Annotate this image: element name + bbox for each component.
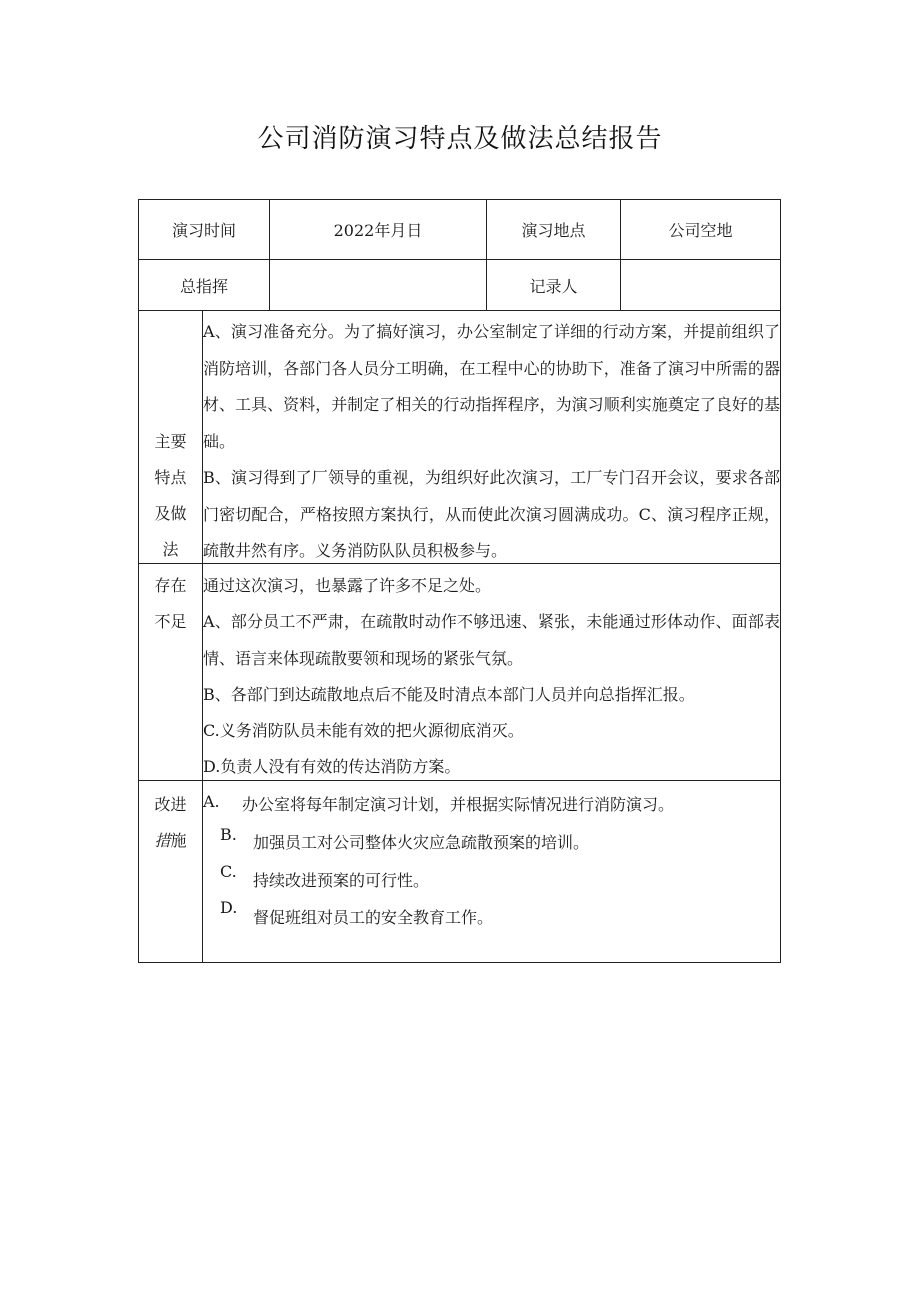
recorder-label: 记录人 xyxy=(529,276,578,296)
row-divider xyxy=(139,310,780,311)
improvement-marker-c: C. xyxy=(220,862,237,881)
recorder-value xyxy=(621,260,780,310)
improvement-item-a: 办公室将每年制定演习计划，并根据实际情况进行消防演习。 xyxy=(242,795,675,814)
improvement-item-c: 持续改进预案的可行性。 xyxy=(253,871,430,890)
improvement-marker-b: B. xyxy=(220,825,237,844)
drill-place-value: 公司空地 xyxy=(668,221,733,240)
page-title: 公司消防演习特点及做法总结报告 xyxy=(257,124,663,154)
shortcomings-item-d: D.负责人没有有效的传达消防方案。 xyxy=(203,757,461,776)
improvement-marker-a: A. xyxy=(203,792,220,811)
shortcomings-intro: 通过这次演习，也暴露了许多不足之处。 xyxy=(203,576,492,595)
features-paragraph-a: A、演习准备充分。为了搞好演习，办公室制定了详细的行动方案，并提前组织了消防培训，各部门各人员分工明确，在工程中心的协助下，准备了演习中所需的器材、工具、资料，并制定了相关的行动指挥程序，为演习顺利实施奠定了良好的基础。 xyxy=(203,322,780,451)
shortcomings-item-c: C.义务消防队员未能有效的把火源彻底消灭。 xyxy=(203,721,524,740)
commander-label: 总指挥 xyxy=(179,276,228,296)
shortcomings-item-a: A、部分员工不严肃，在疏散时动作不够迅速、紧张，未能通过形体动作、面部表情、语言来体现疏散要领和现场的紧张气氛。 xyxy=(203,612,780,668)
drill-place-label: 演习地点 xyxy=(521,221,586,240)
improvement-marker-d: D. xyxy=(220,898,238,917)
improvements-label: 改进 措施 xyxy=(154,795,187,850)
features-label: 主要 特点 及做 法 xyxy=(154,432,187,559)
shortcomings-label: 存在 不足 xyxy=(154,576,187,631)
drill-time-label: 演习时间 xyxy=(171,221,236,240)
features-paragraph-b: B、演习得到了厂领导的重视，为组织好此次演习，工厂专门召开会议，要求各部门密切配合，严格按照方案执行，从而使此次演习圆满成功。C、演习程序正规，疏散井然有序。义务消防队队员积极参与。 xyxy=(203,468,780,560)
shortcomings-item-b: B、各部门到达疏散地点后不能及时清点本部门人员并向总指挥汇报。 xyxy=(203,685,695,704)
commander-value xyxy=(270,260,486,310)
improvement-item-d: 督促班组对员工的安全教育工作。 xyxy=(253,908,494,927)
improvement-item-b: 加强员工对公司整体火灾应急疏散预案的培训。 xyxy=(253,833,590,852)
drill-time-value: 2022年月日 xyxy=(333,221,423,240)
report-table xyxy=(138,199,781,963)
